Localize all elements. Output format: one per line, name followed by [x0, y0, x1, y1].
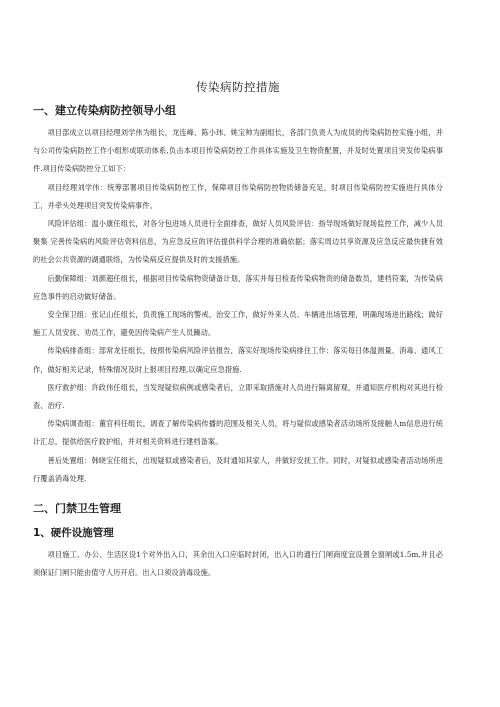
section-heading-access-control: 二、门禁卫生管理 [33, 502, 121, 516]
paragraph: 传染病调查组：董官科任组长，调查了解传染病传播的范围及相关人员，将与疑似或感染者活动场所及接触人m信息进行统计汇总，提供给医疗救护组，并对相关资料进行建档备案。 [33, 419, 443, 447]
paragraph: 后勤保障组：刘颜超任组长，根据项目传染病物资储备计划，落实并每日检查传染病物资的储备数员，建档符案，为传染病应急事件的启动做好储备。 [33, 273, 443, 301]
paragraph: 项目部成立以项目经理刘学伟为组长，龙连峰、陈小玮、姚宝帅为副组长，各部门负责人为成员的传染病防控实施小组，并与公司传染病防控工作小组形成联动体系,负击本项目传染病防控工作具体实施及卫生物资配置，并及时处置项目突发传染病事件.项目传染病防控分工如下： [33, 128, 443, 174]
document-title: 传染病防控措施 [196, 80, 280, 94]
paragraph: 医疗救护组：许政伟任组长，当发现疑似病例或感染者后，立即采取措施对人员进行隔离留观，并通知医疗机构对其进行检查、治疗. [33, 382, 443, 411]
subsection-heading-hardware: 1、硬件设施管理 [33, 527, 114, 540]
paragraph: 传染病排查组：部常龙任组长，按照传染病风险评估报告，落实好现场传染病排住工作：落实每日体温测量、消毒、通风工作，做好相关记录，特殊情况及时上报项目经理,以确定应急措施. [33, 346, 443, 374]
paragraph: 风险评估组：温小康任组长，对各分包进场人员进行全面排查，做好人员风险评估：指导现场做好现场监控工作，减少人员聚集 完善传染病的风险评估资料信息，为应急反应的评估提供科学合理的准确依据；落实周边共享资源及应急反应最快捷有效的社会公共资源的湖通联络，为传染病反应提供及时的支援措施。 [33, 219, 443, 265]
paragraph: 项目经理刘学伟：统筹部署项目传染病防控工作，保障项目传染病防控物质储备充足，时项目传染病防控实施进行具体分工，并牵头处理项目突发传染病事件。 [33, 182, 443, 210]
paragraph: 善后处置组：韩晓宝任组长，出现疑似或感染者后，及时通知其家人，并做好安抚工作。同时，对疑似或感染者活动场所进行覆盖消毒处理. [33, 455, 443, 483]
paragraph: 项目施工、办公、生活区设1个对外出入口，其余出入口应临时封闭，出入口的通行门闸商度宜设置全窗闸或1.5m,并且必须保证门闸只能由值守人历开启。出入口须设消毒设施。 [33, 550, 443, 578]
section-heading-leadership: 一、建立传染病防控领导小组 [33, 104, 176, 117]
paragraph: 安全保卫组：张记山任组长，负责施工现场的警戒、治安工作，做好外来人员、车辆进出场管理，明确现场进出路线；做好施工人员安抚、劝员工作，避免因传染病产生人员躁动。 [33, 310, 443, 338]
